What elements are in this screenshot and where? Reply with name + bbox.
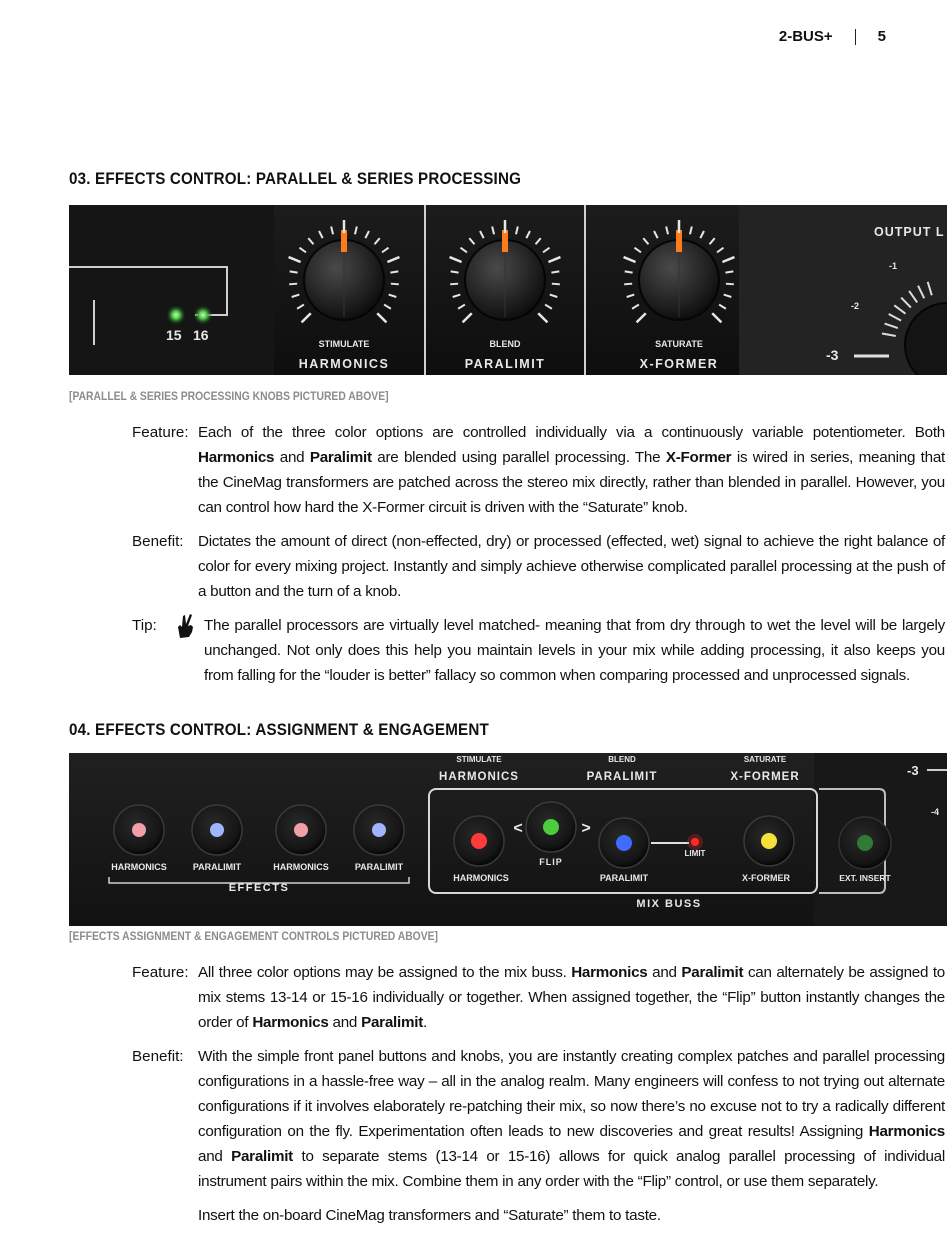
closing-text: Insert the on-board CineMag transformers and “Saturate” them to taste. — [198, 1207, 661, 1224]
section-03-caption: [PARALLEL & SERIES PROCESSING KNOBS PICTURED ABOVE] — [69, 391, 389, 403]
knob-scale-tick — [726, 284, 734, 285]
section-04-caption: [EFFECTS ASSIGNMENT & ENGAGEMENT CONTROLS PICTURED ABOVE] — [69, 931, 438, 943]
buttons-panel-image — [69, 753, 947, 926]
benefit-row — [132, 529, 945, 604]
knobs-panel-image — [69, 205, 947, 375]
feature-text: Each of the three color options are controlled individually via a continuously variable potentiometer. Both Harmonics and Paralimit are blended using parallel processing. The X-Former is wired in series, meaning that the CineMag transformers are patched across the stereo mix directly, rather than blended in parallel. However, you can control how hard the X-Former circuit is driven with the “Saturate” knob. — [198, 424, 945, 516]
benefit-label: Benefit: — [132, 533, 184, 550]
top-small-label: STIMULATE — [456, 755, 502, 764]
ext-insert-label: EXT. INSERT — [839, 873, 891, 883]
scale-mark: -4 — [931, 807, 940, 817]
peace-hand-icon — [174, 613, 198, 688]
knob-small-label: BLEND — [489, 339, 521, 349]
led-label-16: 16 — [193, 327, 209, 343]
button-label: PARALIMIT — [192, 862, 242, 872]
mix-button-harmonics[interactable] — [454, 816, 504, 866]
button-label: FLIP — [539, 857, 563, 867]
button-led — [543, 819, 559, 835]
led-label-15: 15 — [166, 327, 182, 343]
knob-name-label: PARALIMIT — [464, 357, 546, 371]
button-led — [761, 833, 777, 849]
top-small-label: BLEND — [608, 755, 636, 764]
top-name-label: HARMONICS — [439, 771, 519, 783]
led-16 — [193, 305, 213, 325]
button-label: HARMONICS — [453, 873, 509, 883]
benefit-text: Dictates the amount of direct (non-effected, dry) or processed (effected, wet) signal to achieve the right balance of color for every mixing project. Instantly and simply achieve otherwise complicated parallel processing at the push of a button and the turn of a knob. — [198, 533, 945, 600]
top-name-label: PARALIMIT — [586, 771, 658, 783]
section-04-body — [132, 960, 945, 1228]
knob-scale-tick — [552, 284, 560, 285]
section-03-title: 03. EFFECTS CONTROL: PARALLEL & SERIES PROCESSING — [69, 170, 522, 188]
knob-scale-tick — [725, 271, 733, 272]
ext-insert-button[interactable] — [839, 817, 891, 869]
knob-small-label: SATURATE — [655, 339, 703, 349]
limit-label: LIMIT — [684, 849, 706, 858]
knob-scale-tick — [451, 271, 459, 272]
knob-scale-tick — [624, 284, 632, 285]
button-label: X-FORMER — [742, 873, 790, 883]
closing-row — [132, 1203, 945, 1228]
knob-scale-tick — [625, 271, 633, 272]
button-label: HARMONICS — [273, 862, 329, 872]
knob-scale-tick — [290, 271, 298, 272]
flip-arrow-left: < — [513, 820, 523, 837]
header-divider — [855, 29, 856, 45]
scale-mark: -1 — [889, 261, 898, 271]
benefit-text: With the simple front panel buttons and knobs, you are instantly creating complex patches and parallel processing configurations in a hassle-free way – all in the analog realm. Many engineers will confess to not trying out alternate configurations if it involves elaborately re-patching their mix, so now there’s no excuse not to try a radically different configuration on the fly. Experimentation often leads to new discoveries and great results! Assigning Harmonics and Paralimit to separate stems (13-14 or 15-16) allows for quick analog parallel processing of individual instrument pairs within the mix. Combine them in any order with the “Flip” control, or use them separately. — [198, 1048, 945, 1190]
button-led — [471, 833, 487, 849]
button-led — [294, 823, 308, 837]
feature-label: Feature: — [132, 964, 189, 981]
section-04-title: 04. EFFECTS CONTROL: ASSIGNMENT & ENGAGEMENT — [69, 721, 489, 739]
top-name-label: X-FORMER — [730, 771, 800, 783]
button-led — [616, 835, 632, 851]
flip-arrow-right: > — [581, 820, 591, 837]
button-label: HARMONICS — [111, 862, 167, 872]
output-label: OUTPUT L — [874, 225, 945, 239]
knob-scale-tick — [450, 284, 458, 285]
led-15 — [166, 305, 186, 325]
top-small-label: SATURATE — [743, 755, 787, 764]
scale-mark: -3 — [826, 347, 839, 363]
button-led — [210, 823, 224, 837]
button-led — [132, 823, 146, 837]
mix-button-x-former[interactable] — [744, 816, 794, 866]
knob-scale-tick — [289, 284, 297, 285]
mix-group-label: MIX BUSS — [636, 898, 702, 910]
knob-scale-tick — [390, 271, 398, 272]
feature-row — [132, 420, 945, 520]
page-header — [779, 28, 886, 45]
product-name: 2-BUS+ — [778, 28, 833, 45]
knob-scale-tick — [551, 271, 559, 272]
button-led — [372, 823, 386, 837]
knob-name-label: X-FORMER — [639, 357, 719, 371]
effects-button-paralimit[interactable] — [192, 805, 242, 855]
scale-mark: -3 — [907, 763, 919, 778]
effects-button-harmonics[interactable] — [114, 805, 164, 855]
tip-label: Tip: — [132, 617, 157, 634]
benefit-row — [132, 1044, 945, 1194]
effects-group-label: EFFECTS — [228, 882, 290, 894]
knob-name-label: HARMONICS — [298, 357, 390, 371]
knob-scale-tick — [391, 284, 399, 285]
benefit-label: Benefit: — [132, 1048, 184, 1065]
scale-mark: -2 — [851, 301, 860, 311]
feature-row — [132, 960, 945, 1035]
tip-row — [132, 613, 945, 688]
flip-button[interactable] — [526, 802, 576, 852]
feature-label: Feature: — [132, 424, 189, 441]
mix-button-paralimit[interactable] — [599, 818, 649, 868]
feature-text: All three color options may be assigned to the mix buss. Harmonics and Paralimit can alternately be assigned to mix stems 13-14 or 15-16 individually or together. When assigned together, the “Flip” button instantly changes the order of Harmonics and Paralimit. — [198, 964, 946, 1031]
knob-small-label: STIMULATE — [318, 339, 370, 349]
button-label: PARALIMIT — [354, 862, 404, 872]
button-label: PARALIMIT — [599, 873, 649, 883]
section-03-body — [132, 420, 945, 697]
page-number: 5 — [877, 28, 886, 45]
effects-button-paralimit[interactable] — [354, 805, 404, 855]
tip-text: The parallel processors are virtually level matched- meaning that from dry through to wet the level will be largely unchanged. Not only does this help you maintain levels in your mix while adding processing, it also keeps you from falling for the “louder is better” fallacy so common when comparing processed and unprocessed signals. — [204, 617, 945, 684]
effects-button-harmonics[interactable] — [276, 805, 326, 855]
